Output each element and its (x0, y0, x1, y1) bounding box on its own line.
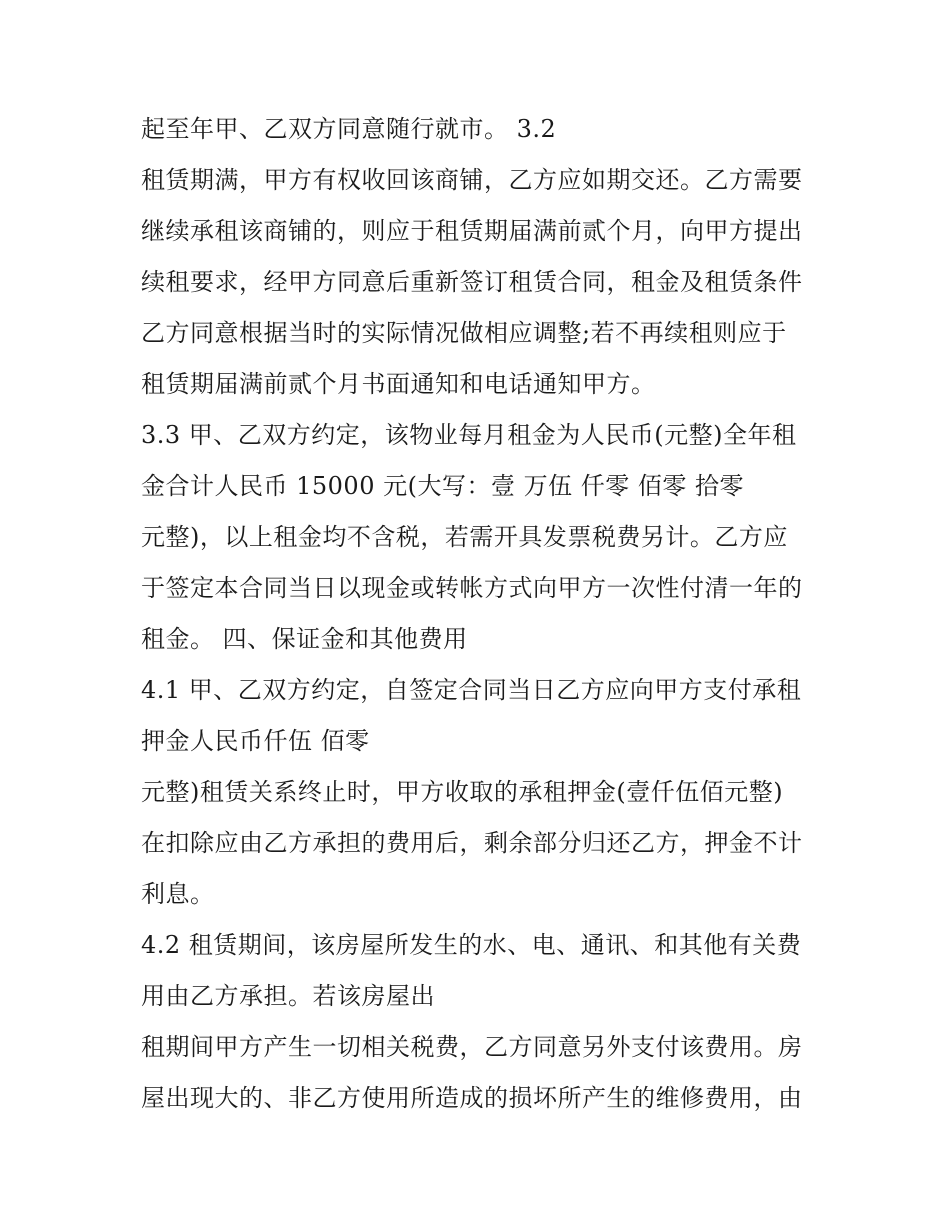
text-line: 用由乙方承担。若该房屋出 (141, 982, 435, 1010)
text-line: 起至年甲、乙双方同意随行就市。 3.2 (141, 115, 557, 143)
text-line: 继续承租该商铺的，则应于租赁期届满前贰个月，向甲方提出 (141, 217, 803, 245)
text-line: 屋出现大的、非乙方使用所造成的损坏所产生的维修费用，由 (141, 1084, 803, 1112)
text-line: 租赁期届满前贰个月书面通知和电话通知甲方。 (141, 370, 656, 398)
text-line: 4.1 甲、乙双方约定，自签定合同当日乙方应向甲方支付承租 (141, 676, 802, 704)
text-line: 4.2 租赁期间，该房屋所发生的水、电、通讯、和其他有关费 (141, 931, 802, 959)
text-line: 金合计人民币 15000 元(大写：壹 万伍 仟零 佰零 拾零 (141, 472, 744, 500)
text-line: 3.3 甲、乙双方约定，该物业每月租金为人民币(元整)全年租 (141, 421, 797, 449)
document-body (141, 110, 831, 1130)
text-line: 乙方同意根据当时的实际情况做相应调整;若不再续租则应于 (141, 319, 787, 347)
text-line: 押金人民币仟伍 佰零 (141, 727, 370, 755)
text-line: 租赁期满，甲方有权收回该商铺，乙方应如期交还。乙方需要 (141, 166, 803, 194)
text-line: 于签定本合同当日以现金或转帐方式向甲方一次性付清一年的 (141, 574, 803, 602)
text-line: 在扣除应由乙方承担的费用后，剩余部分归还乙方，押金不计 (141, 829, 803, 857)
text-line: 续租要求，经甲方同意后重新签订租赁合同，租金及租赁条件 (141, 268, 803, 296)
text-line: 元整)，以上租金均不含税，若需开具发票税费另计。乙方应 (141, 523, 788, 551)
text-line: 租金。 四、保证金和其他费用 (141, 625, 468, 653)
text-line: 元整)租赁关系终止时，甲方收取的承租押金(壹仟伍佰元整) (141, 778, 784, 806)
text-line: 利息。 (141, 880, 215, 908)
text-line: 租期间甲方产生一切相关税费，乙方同意另外支付该费用。房 (141, 1033, 803, 1061)
